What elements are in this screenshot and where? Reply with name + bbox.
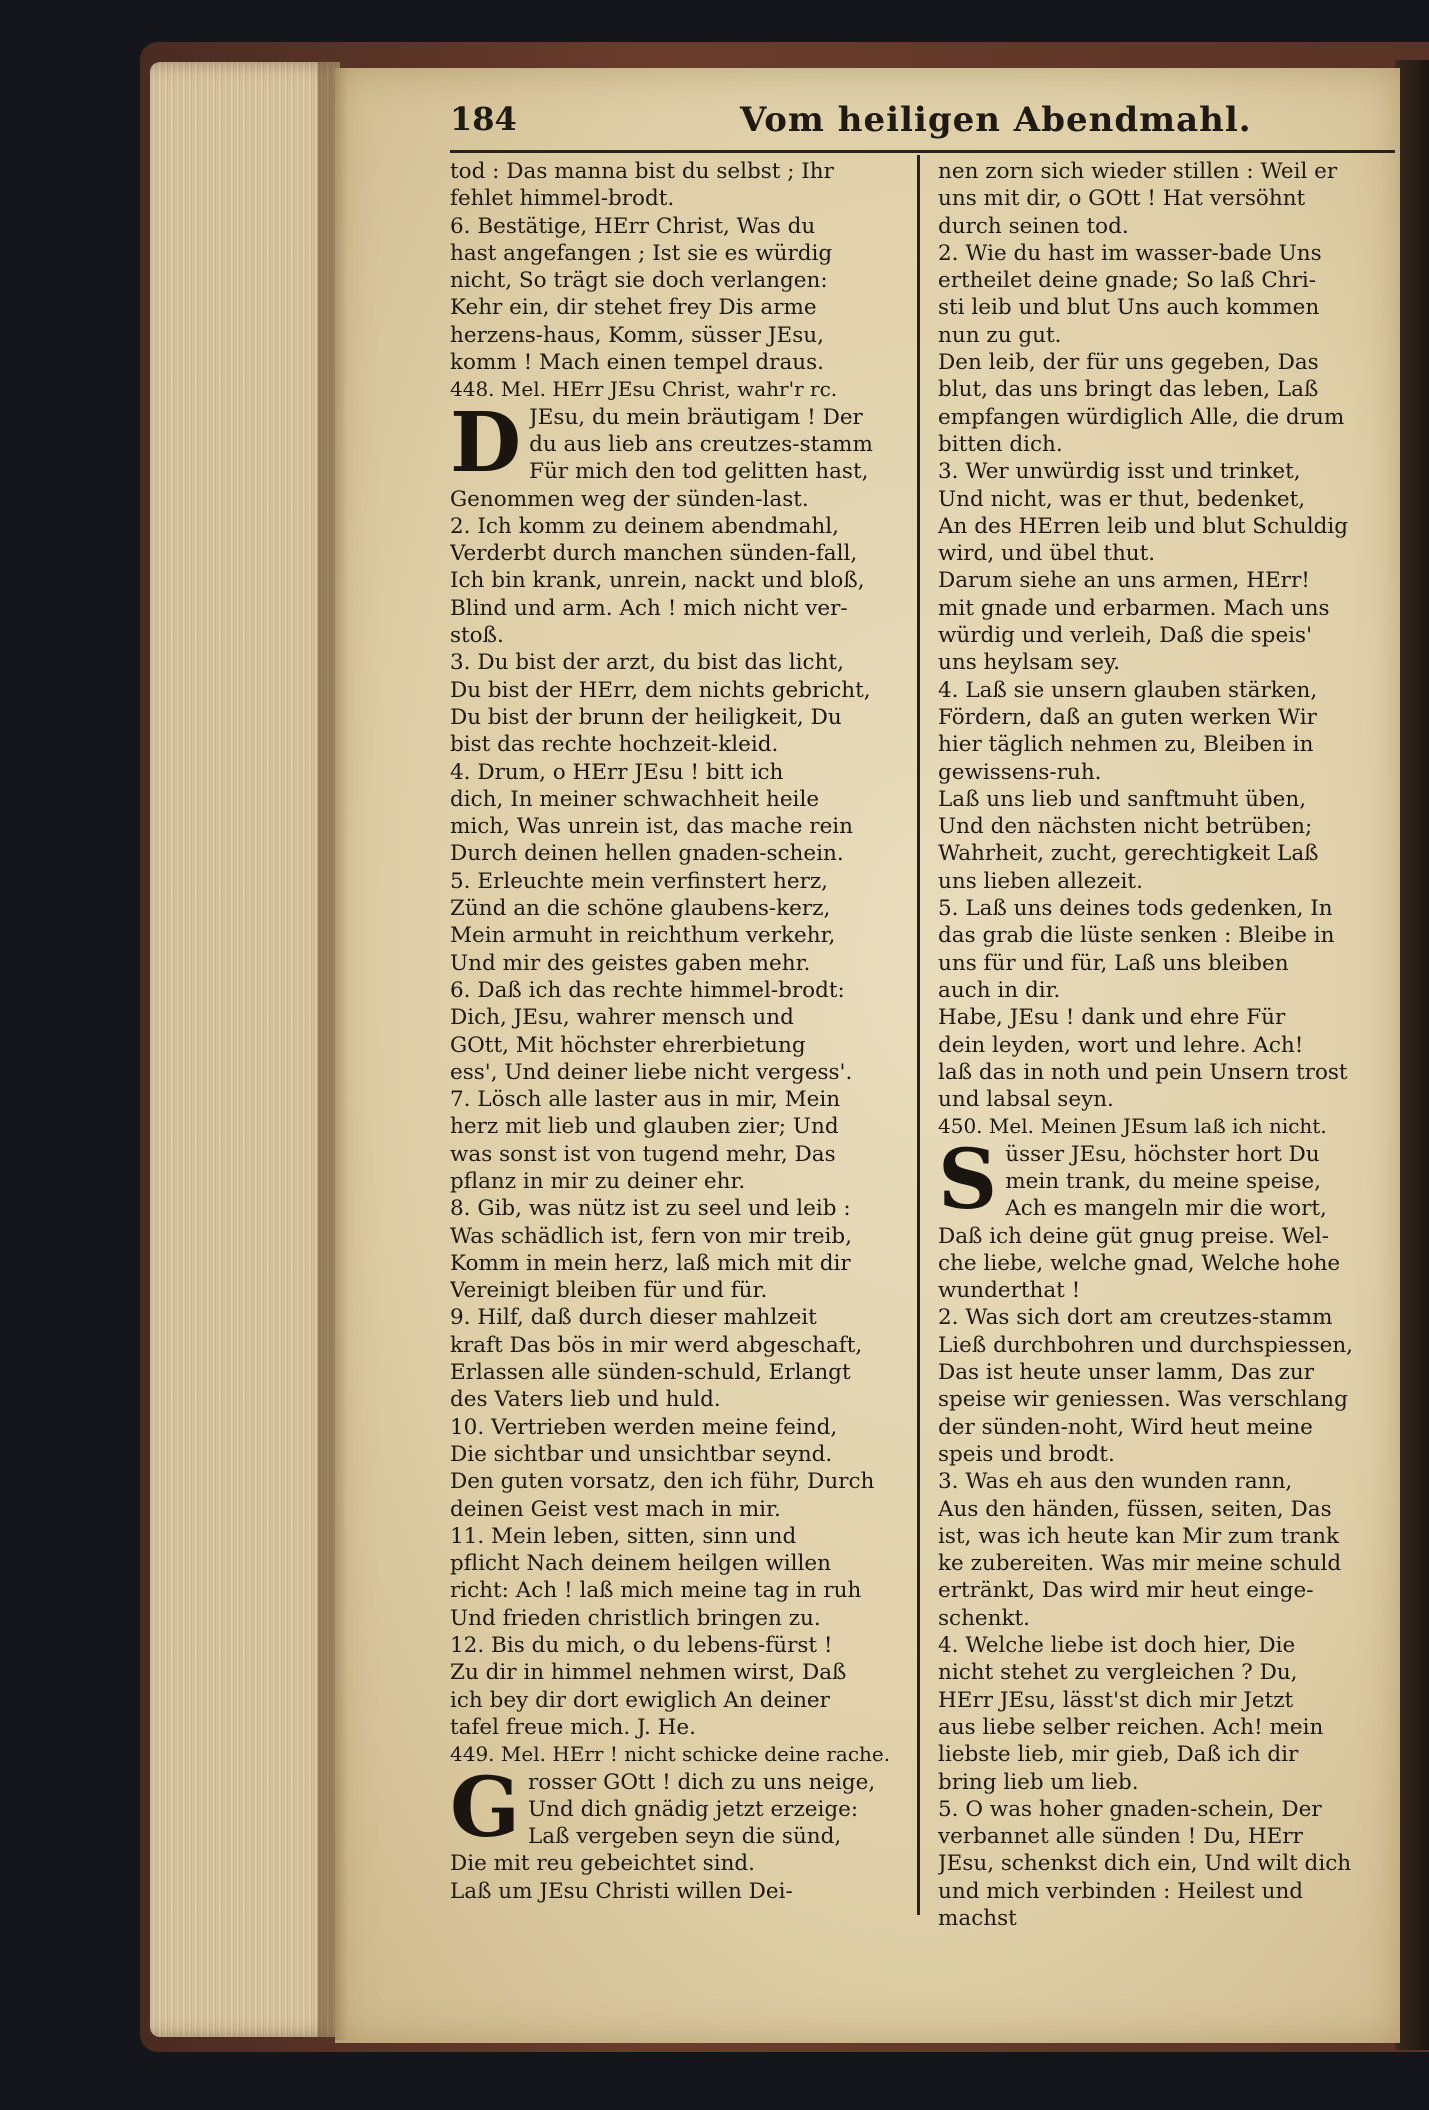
hymn-450 (938, 1113, 1390, 1932)
text-line: 3. Was eh aus den wunden rann, (938, 1469, 1293, 1495)
text-line: ertränkt, Das wird mir heut einge- (938, 1578, 1314, 1604)
hymn-448-dropcap: D (450, 394, 522, 491)
text-line: bist das rechte hochzeit-kleid. (450, 732, 779, 758)
text-line: das grab die lüste senken : Bleibe in (938, 923, 1335, 949)
text-line: 6. Bestätige, HErr Christ, Was du (450, 213, 816, 239)
text-line: Und den nächsten nicht betrüben; (938, 814, 1313, 840)
column-rule (917, 155, 920, 1915)
text-line: und mich verbinden : Heilest und (938, 1878, 1304, 1904)
hymn-449 (450, 1741, 910, 1905)
text-line: 7. Lösch alle laster aus in mir, Mein (450, 1087, 841, 1113)
hymn-449-heading: 449. Mel. HErr ! nicht schicke deine rache. (450, 1742, 891, 1767)
text-line: HErr JEsu, lässt'st dich mir Jetzt (938, 1687, 1294, 1713)
text-line: uns lieben allezeit. (938, 868, 1143, 894)
text-line: 4. Laß sie unsern glauben stärken, (938, 677, 1318, 703)
text-line: rosser GOtt ! dich zu uns neige, (528, 1769, 876, 1795)
running-title: Vom heiligen Abendmahl. (740, 100, 1252, 140)
text-line: Mein armuht in reichthum verkehr, (450, 923, 836, 949)
text-line: ke zubereiten. Was mir meine schuld (938, 1551, 1342, 1577)
text-line: Genommen weg der sünden-last. (450, 486, 809, 512)
hymn-448 (450, 376, 910, 1741)
text-line: Die sichtbar und unsichtbar seynd. (450, 1441, 833, 1467)
text-line: ertheilet deine gnade; So laß Chri- (938, 268, 1317, 294)
text-line: Ach es mangeln mir die wort, (1005, 1196, 1327, 1222)
text-line: ich bey dir dort ewiglich An deiner (450, 1687, 830, 1713)
left-column-top-text (450, 158, 910, 376)
text-line: liebste lieb, mir gieb, Daß ich dir (938, 1742, 1299, 1768)
text-line: herzens-haus, Komm, süsser JEsu, (450, 322, 824, 348)
text-line: des Vaters lieb und huld. (450, 1387, 721, 1413)
left-column (450, 158, 910, 1905)
text-line: ist, was ich heute kan Mir zum trank (938, 1523, 1340, 1549)
text-line: hier täglich nehmen zu, Bleiben in (938, 732, 1314, 758)
text-line: richt: Ach ! laß mich meine tag in ruh (450, 1578, 862, 1604)
header-rule (450, 150, 1395, 153)
text-line: Du bist der HErr, dem nichts gebricht, (450, 677, 871, 703)
text-line: 5. O was hoher gnaden-schein, Der (938, 1796, 1322, 1822)
text-line: mich, Was unrein ist, das mache rein (450, 814, 854, 840)
book-edge-right (1395, 60, 1429, 2050)
text-line: stoß. (450, 623, 504, 649)
text-line: deinen Geist vest mach in mir. (450, 1496, 781, 1522)
text-line: Vereinigt bleiben für und für. (450, 1278, 768, 1304)
text-line: dein leyden, wort und lehre. Ach! (938, 1032, 1304, 1058)
text-line: Für mich den tod gelitten hast, (529, 459, 869, 485)
text-line: 4. Welche liebe ist doch hier, Die (938, 1633, 1296, 1659)
text-line: uns heylsam sey. (938, 650, 1121, 676)
page-header (450, 100, 1395, 148)
text-line: mit gnade und erbarmen. Mach uns (938, 595, 1330, 621)
text-line: Laß vergeben seyn die sünd, (528, 1824, 842, 1850)
text-line: JEsu, du mein bräutigam ! Der (529, 404, 863, 430)
text-line: Dich, JEsu, wahrer mensch und (450, 1005, 794, 1031)
text-line: Du bist der brunn der heiligkeit, Du (450, 704, 842, 730)
text-line: empfangen würdiglich Alle, die drum (938, 404, 1345, 430)
text-line: 8. Gib, was nütz ist zu seel und leib : (450, 1196, 851, 1222)
text-line: Die mit reu gebeichtet sind. (450, 1851, 756, 1877)
text-line: 2. Ich komm zu deinem abendmahl, (450, 513, 839, 539)
text-line: auch in dir. (938, 977, 1061, 1003)
text-line: 5. Laß uns deines tods gedenken, In (938, 896, 1333, 922)
text-line: hast angefangen ; Ist sie es würdig (450, 240, 833, 266)
text-line: fehlet himmel-brodt. (450, 186, 675, 212)
text-line: Und mir des geistes gaben mehr. (450, 950, 811, 976)
text-line: 5. Erleuchte mein verfinstert herz, (450, 868, 829, 894)
text-line: Zünd an die schöne glaubens-kerz, (450, 896, 831, 922)
text-line: Und nicht, was er thut, bedenket, (938, 486, 1306, 512)
text-line: speis und brodt. (938, 1441, 1115, 1467)
text-line: Ich bin krank, unrein, nackt und bloß, (450, 568, 865, 594)
text-line: tafel freue mich. J. He. (450, 1714, 696, 1740)
text-line: tod : Das manna bist du selbst ; Ihr (450, 159, 834, 184)
text-line: JEsu, schenkst dich ein, Und wilt dich (938, 1851, 1352, 1877)
hymn-450-dropcap: S (938, 1131, 998, 1228)
text-line: dich, In meiner schwachheit heile (450, 786, 820, 812)
right-column (938, 158, 1390, 1932)
text-line: bring lieb um lieb. (938, 1769, 1139, 1795)
text-line: Komm in mein herz, laß mich mit dir (450, 1250, 851, 1276)
text-line: 11. Mein leben, sitten, sinn und (450, 1523, 797, 1549)
hymn-448-text (450, 394, 910, 1742)
text-line: Und dich gnädig jetzt erzeige: (528, 1796, 859, 1822)
text-line: aus liebe selber reichen. Ach! mein (938, 1714, 1324, 1740)
text-line: Was schädlich ist, fern von mir treib, (450, 1223, 853, 1249)
text-line: Kehr ein, dir stehet frey Dis arme (450, 295, 817, 321)
hymn-450-heading: 450. Mel. Meinen JEsum laß ich nicht. (938, 1114, 1327, 1139)
text-line: speise wir geniessen. Was verschlang (938, 1387, 1348, 1413)
text-line: bitten dich. (938, 431, 1063, 457)
text-line: Das ist heute unser lamm, Das zur (938, 1360, 1314, 1386)
text-line: 9. Hilf, daß durch dieser mahlzeit (450, 1305, 817, 1331)
text-line: Laß um JEsu Christi willen Dei- (450, 1878, 793, 1904)
text-line: Blind und arm. Ach ! mich nicht ver- (450, 595, 848, 621)
text-line: was sonst ist von tugend mehr, Das (450, 1141, 836, 1167)
text-line: ess', Und deiner liebe nicht vergess'. (450, 1059, 853, 1085)
hymn-448-heading: 448. Mel. HErr JEsu Christ, wahr'r rc. (450, 377, 838, 402)
text-line: Darum siehe an uns armen, HErr! (938, 568, 1310, 594)
text-line: du aus lieb ans creutzes-stamm (529, 431, 873, 457)
text-line: uns für und für, Laß uns bleiben (938, 950, 1289, 976)
text-line: üsser JEsu, höchster hort Du (1005, 1141, 1320, 1167)
text-line: kraft Das bös in mir werd abgeschaft, (450, 1332, 863, 1358)
text-line: nun zu gut. (938, 322, 1062, 348)
text-line: Fördern, daß an guten werken Wir (938, 704, 1317, 730)
text-line: nicht, So trägt sie doch verlangen: (450, 268, 828, 294)
text-line: Ließ durchbohren und durchspiessen, (938, 1332, 1354, 1358)
text-line: machst (938, 1906, 1017, 1931)
text-line: nen zorn sich wieder stillen : Weil er (938, 159, 1338, 184)
text-line: che liebe, welche gnad, Welche hohe (938, 1250, 1341, 1276)
text-line: Verderbt durch manchen sünden-fall, (450, 541, 858, 567)
text-line: 4. Drum, o HErr JEsu ! bitt ich (450, 759, 784, 785)
text-line: An des HErren leib und blut Schuldig (938, 513, 1349, 539)
text-line: Den leib, der für uns gegeben, Das (938, 350, 1319, 376)
text-line: Daß ich deine güt gnug preise. Wel- (938, 1223, 1330, 1249)
text-line: Den guten vorsatz, den ich führ, Durch (450, 1469, 875, 1495)
text-line: GOtt, Mit höchster ehrerbietung (450, 1032, 806, 1058)
text-line: Habe, JEsu ! dank und ehre Für (938, 1005, 1286, 1031)
text-line: nicht stehet zu vergleichen ? Du, (938, 1660, 1298, 1686)
text-line: komm ! Mach einen tempel draus. (450, 350, 824, 376)
text-line: Durch deinen hellen gnaden-schein. (450, 841, 844, 867)
text-line: blut, das uns bringt das leben, Laß (938, 377, 1319, 403)
text-line: 3. Wer unwürdig isst und trinket, (938, 459, 1301, 485)
text-line: 2. Wie du hast im wasser-bade Uns (938, 240, 1322, 266)
text-line: wunderthat ! (938, 1278, 1081, 1304)
text-line: Laß uns lieb und sanftmuht üben, (938, 786, 1307, 812)
text-line: Aus den händen, füssen, seiten, Das (938, 1496, 1332, 1522)
text-line: 3. Du bist der arzt, du bist das licht, (450, 650, 844, 676)
text-line: 2. Was sich dort am creutzes-stamm (938, 1305, 1333, 1331)
text-line: wird, und übel thut. (938, 541, 1156, 567)
text-line: laß das in noth und pein Unsern trost (938, 1059, 1348, 1085)
text-line: herz mit lieb und glauben zier; Und (450, 1114, 839, 1140)
text-line: gewissens-ruh. (938, 759, 1102, 785)
text-line: Erlassen alle sünden-schuld, Erlangt (450, 1360, 851, 1386)
text-line: durch seinen tod. (938, 213, 1129, 239)
right-column-top-text (938, 158, 1390, 1113)
text-line: mein trank, du meine speise, (1005, 1168, 1321, 1194)
text-line: Wahrheit, zucht, gerechtigkeit Laß (938, 841, 1319, 867)
text-line: würdig und verleih, Daß die speis' (938, 623, 1312, 649)
text-line: der sünden-noht, Wird heut meine (938, 1414, 1313, 1440)
page-number: 184 (450, 100, 517, 138)
text-line: schenkt. (938, 1605, 1030, 1631)
text-line: pflanz in mir zu deiner ehr. (450, 1168, 746, 1194)
hymn-449-dropcap: G (450, 1759, 521, 1856)
text-line: pflicht Nach deinem heilgen willen (450, 1551, 831, 1577)
text-line: Und frieden christlich bringen zu. (450, 1605, 821, 1631)
text-line: Zu dir in himmel nehmen wirst, Daß (450, 1660, 847, 1686)
text-line: sti leib und blut Uns auch kommen (938, 295, 1320, 321)
hymn-450-text (938, 1131, 1390, 1933)
text-line: 6. Daß ich das rechte himmel-brodt: (450, 977, 845, 1003)
spine-shadow (318, 60, 348, 2040)
text-line: verbannet alle sünden ! Du, HErr (938, 1824, 1303, 1850)
page-edges (150, 62, 340, 2037)
text-line: 10. Vertrieben werden meine feind, (450, 1414, 838, 1440)
text-line: uns mit dir, o GOtt ! Hat versöhnt (938, 186, 1306, 212)
text-line: und labsal seyn. (938, 1087, 1114, 1113)
text-line: 12. Bis du mich, o du lebens-fürst ! (450, 1633, 833, 1659)
